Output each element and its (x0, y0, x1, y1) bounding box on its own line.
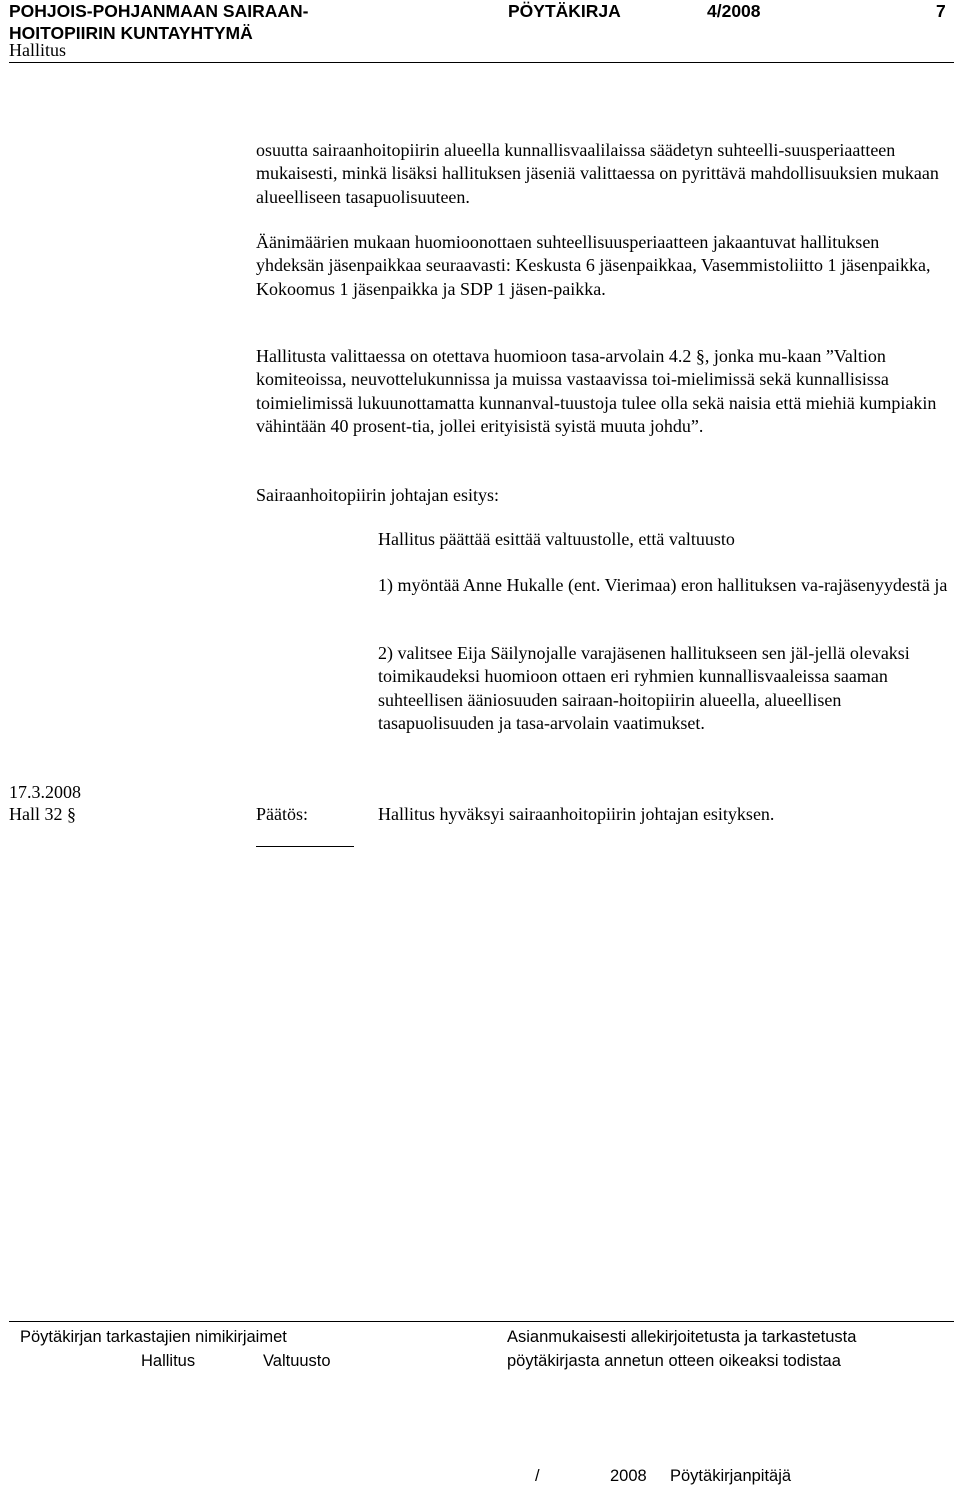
page-number: 7 (936, 1, 946, 21)
proposal-intro: Hallitus päättää esittää valtuustolle, että valtuusto (378, 529, 735, 549)
checker-column-board: Hallitus (141, 1352, 196, 1370)
proposal-item-2: 2) valitsee Eija Säilynojalle varajäsenen hallitukseen sen jäl-jellä olevaksi toimikaudeksi huomioon ottaen eri ryhmien kunnallisvaaleissa saaman suhteellisen ääniosuuden sairaan-hoitopiirin alueella, alueellisen tasapuolisuuden ja tasa-arvolain vaatimukset. (378, 643, 910, 734)
document-number: 4/2008 (707, 1, 761, 21)
decision-underline (256, 846, 354, 847)
decision-text: Hallitus hyväksyi sairaanhoitopiirin johtajan esityksen. (378, 804, 775, 824)
certification-line-1: Asianmukaisesti allekirjoitetusta ja tarkastetusta (507, 1328, 857, 1346)
proposal-item-1: 1) myöntää Anne Hukalle (ent. Vierimaa) eron hallituksen va-rajäsenyydestä ja (378, 575, 948, 595)
certification-line-2: pöytäkirjasta annetun otteen oikeaksi todistaa (507, 1352, 841, 1370)
paragraph-seat-distribution: Äänimäärien mukaan huomioonottaen suhteellisuusperiaatteen jakaantuvat hallituksen yhdeksän jäsenpaikkaa seuraavasti: Keskusta 6 jäsenpaikkaa, Vasemmistoliitto 1 jäsenpaikka, Kokoomus 1 jäsenpaikka ja SDP 1 jäsen-paikka. (256, 232, 931, 299)
footer-divider (9, 1321, 954, 1322)
organization-name: POHJOIS-POHJANMAAN SAIRAAN-HOITOPIIRIN KUNTAYHTYMÄ (9, 1, 309, 43)
checker-column-council: Valtuusto (263, 1352, 331, 1370)
footer-year: 2008 (610, 1467, 647, 1485)
proposal-label: Sairaanhoitopiirin johtajan esitys: (256, 485, 499, 505)
paragraph-equality-act: Hallitusta valittaessa on otettava huomioon tasa-arvolain 4.2 §, jonka mu-kaan ”Valtion komiteoissa, neuvottelukunnissa ja muissa vastaavissa toi-mielimissä sekä kunnallisissa toimielimissä lukuunottamatta kunnanval-tuustoja tulee olla sekä naisia että miehiä kumpiakin vähintään 40 prosent-tia, jollei erityisistä syistä muuta johdu”. (256, 346, 937, 437)
checkers-label: Pöytäkirjan tarkastajien nimikirjaimet (20, 1328, 287, 1346)
date-slash: / (535, 1467, 540, 1485)
decision-label: Päätös: (256, 804, 308, 824)
header-divider (9, 62, 954, 63)
meeting-date: 17.3.2008 (9, 782, 81, 802)
section-name: Hallitus (9, 40, 66, 60)
document-type: PÖYTÄKIRJA (508, 1, 621, 21)
paragraph-proportionality: osuutta sairaanhoitopiirin alueella kunnallisvaalilaissa säädetyn suhteelli-suusperiaatteen mukaisesti, minkä lisäksi hallituksen jäseniä valittaessa on pyrittävä mahdollisuuksien mukaan alueelliseen tasapuolisuuteen. (256, 140, 939, 207)
minutes-keeper-label: Pöytäkirjanpitäjä (670, 1467, 792, 1485)
section-reference: Hall 32 § (9, 804, 76, 824)
